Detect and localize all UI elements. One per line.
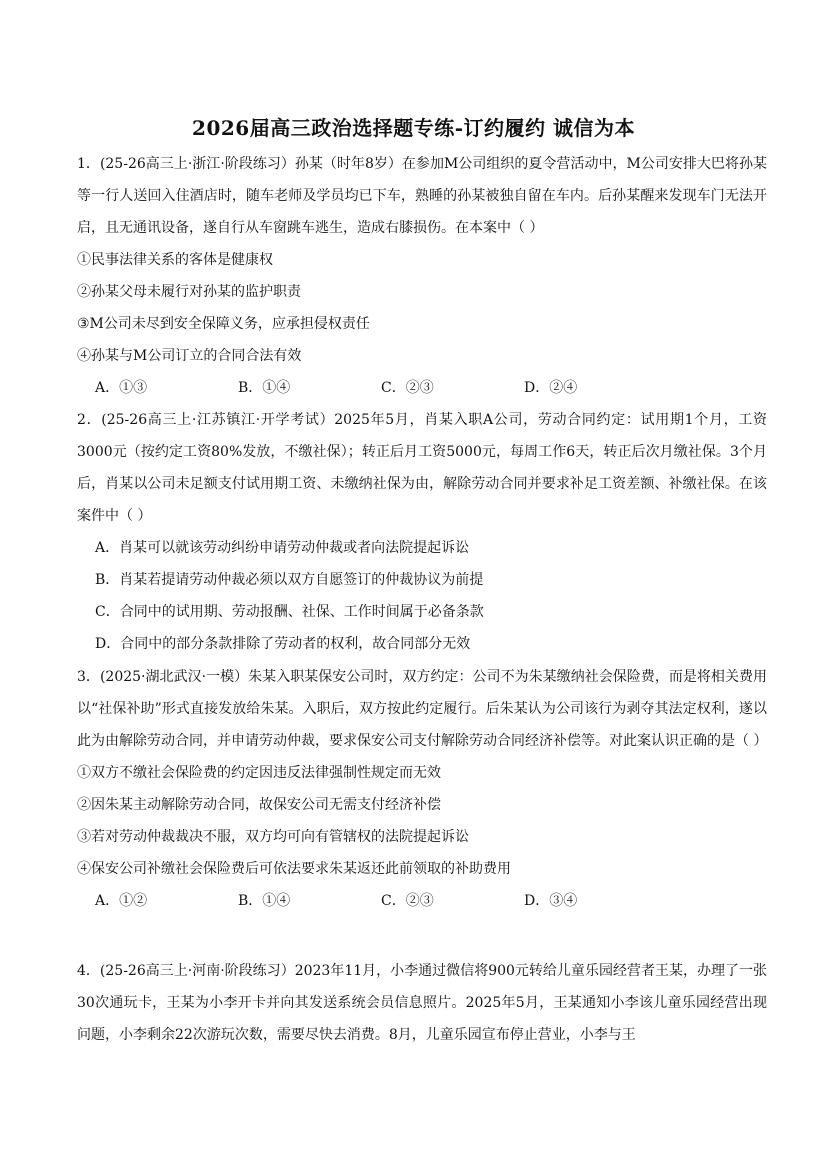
document-title: 2026届高三政治选择题专练-订约履约 诚信为本 bbox=[192, 116, 635, 140]
statement-item: ②孙某父母未履行对孙某的监护职责 bbox=[77, 284, 301, 300]
answer-option: A．肖某可以就该劳动纠纷申请劳动仲裁或者向法院提起诉讼 bbox=[95, 540, 470, 556]
answer-option: C．合同中的试用期、劳动报酬、社保、工作时间属于必备条款 bbox=[95, 604, 484, 620]
statement-item: ②因朱某主动解除劳动合同，故保安公司无需支付经济补偿 bbox=[77, 797, 441, 813]
answer-option: D．③④ bbox=[524, 893, 578, 909]
statement-item: ③M公司未尽到安全保障义务，应承担侵权责任 bbox=[77, 316, 370, 332]
statement-item: ④保安公司补缴社会保险费后可依法要求朱某返还此前领取的补助费用 bbox=[77, 861, 511, 877]
answer-option: D．合同中的部分条款排除了劳动者的权利，故合同部分无效 bbox=[95, 636, 471, 652]
answer-option: C．②③ bbox=[381, 380, 434, 396]
answer-option: B．肖某若提请劳动仲裁必须以双方自愿签订的仲裁协议为前提 bbox=[95, 572, 484, 588]
answer-option: C．②③ bbox=[381, 893, 434, 909]
statement-item: ①双方不缴社会保险费的约定因违反法律强制性规定而无效 bbox=[77, 765, 441, 781]
answer-option: D．②④ bbox=[524, 380, 578, 396]
question-4 bbox=[77, 955, 767, 1051]
question-2 bbox=[77, 404, 767, 660]
question-stem: 4．(25-26高三上·河南·阶段练习）2023年11月，小李通过微信将900元转给儿童乐园经营者王某，办理了一张30次通玩卡，王某为小李开卡并向其发送系统会员信息照片。2025年5月，王某通知小李该儿童乐园经营出现问题，小李剩余22次游玩次数，需要尽快去消费。8月，儿童乐园宣布停止营业，小李与王 bbox=[77, 963, 767, 1043]
question-1 bbox=[77, 148, 767, 404]
answer-option: A．①② bbox=[95, 893, 148, 909]
question-stem: 2．(25-26高三上·江苏镇江·开学考试）2025年5月，肖某入职A公司，劳动合同约定：试用期1个月，工资3000元（按约定工资80%发放，不缴社保）；转正后月工资5000元，每周工作6天，转正后次月缴社保。3个月后，肖某以公司未足额支付试用期工资、未缴纳社保为由，解除劳动合同并要求补足工资差额、补缴社保。在该案件中（ ） bbox=[77, 412, 767, 524]
statement-item: ④孙某与M公司订立的合同合法有效 bbox=[77, 348, 302, 364]
statement-item: ③若对劳动仲裁裁决不服，双方均可向有管辖权的法院提起诉讼 bbox=[77, 829, 469, 845]
answer-option: B．①④ bbox=[238, 380, 291, 396]
answer-options bbox=[77, 885, 767, 917]
question-stem: 1．(25-26高三上·浙江·阶段练习）孙某（时年8岁）在参加M公司组织的夏令营活动中，M公司安排大巴将孙某等一行人送回入住酒店时，随车老师及学员均已下车，熟睡的孙某被独自留在车内。后孙某醒来发现车门无法开启，且无通讯设备，遂自行从车窗跳车逃生，造成右膝损伤。在本案中（ ） bbox=[77, 156, 767, 236]
answer-option: B．①④ bbox=[238, 893, 291, 909]
answer-option: A．①③ bbox=[95, 380, 148, 396]
statement-item: ①民事法律关系的客体是健康权 bbox=[77, 252, 273, 268]
question-3 bbox=[77, 661, 767, 917]
answer-options bbox=[77, 372, 767, 404]
question-stem: 3．(2025·湖北武汉·一模）朱某入职某保安公司时，双方约定：公司不为朱某缴纳社会保险费，而是将相关费用以“社保补助”形式直接发放给朱某。入职后，双方按此约定履行。后朱某认为公司该行为剥夺其法定权利，遂以此为由解除劳动合同，并申请劳动仲裁，要求保安公司支付解除劳动合同经济补偿等。对此案认识正确的是（ ） bbox=[77, 669, 768, 749]
